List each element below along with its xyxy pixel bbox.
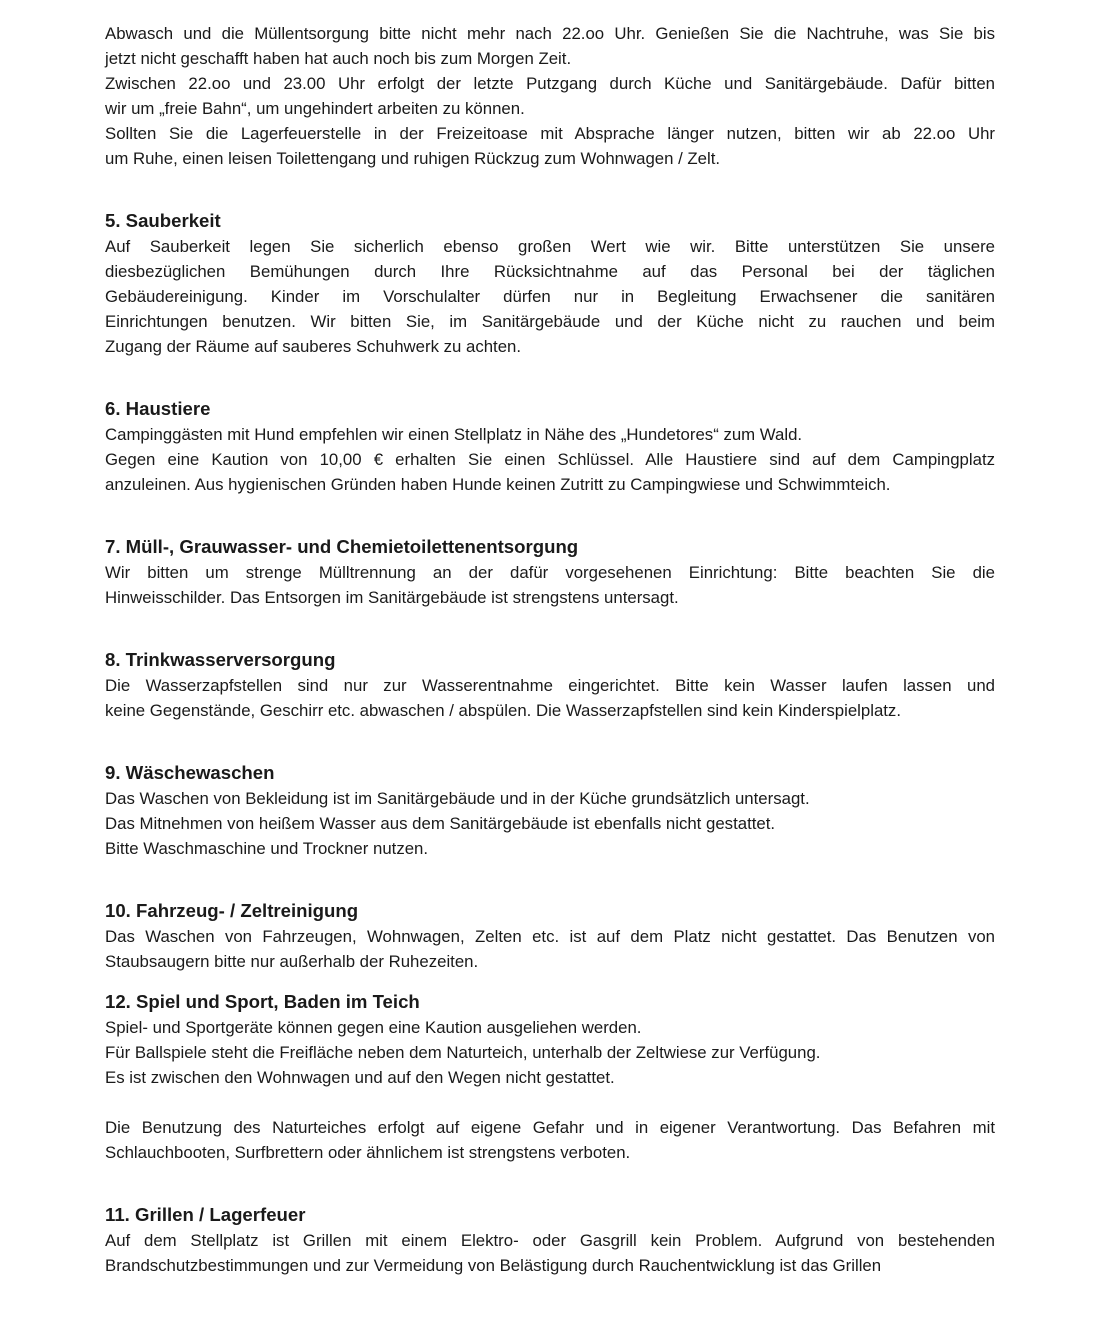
text-line: um Ruhe, einen leisen Toilettengang und ruhigen Rückzug zum Wohnwagen / Zelt. <box>105 149 721 168</box>
text-line: Wir bitten um strenge Mülltrennung an der dafür vorgesehenen Einrichtung: Bitte beachten Sie die <box>105 563 995 582</box>
section-heading: 12. Spiel und Sport, Baden im Teich <box>105 991 420 1012</box>
text-line: wir um „freie Bahn“, um ungehindert arbeiten zu können. <box>105 99 525 118</box>
text-line: diesbezüglichen Bemühungen durch Ihre Rücksichtnahme auf das Personal bei der täglichen <box>105 262 995 281</box>
section-heading: 5. Sauberkeit <box>105 210 221 231</box>
text-line: Das Waschen von Bekleidung ist im Sanitärgebäude und in der Küche grundsätzlich untersagt. <box>105 789 810 808</box>
text-line: Brandschutzbestimmungen und zur Vermeidung von Belästigung durch Rauchentwicklung ist das Grillen <box>105 1256 882 1275</box>
text-line: jetzt nicht geschafft haben hat auch noch bis zum Morgen Zeit. <box>105 49 572 68</box>
section-heading: 9. Wäschewaschen <box>105 762 275 783</box>
text-line: Schlauchbooten, Surfbrettern oder ähnlichem ist strengstens verboten. <box>105 1143 631 1162</box>
text-line: Gebäudereinigung. Kinder im Vorschulalter dürfen nur in Begleitung Erwachsener die sanitären <box>105 287 995 306</box>
text-line: Bitte Waschmaschine und Trockner nutzen. <box>105 839 429 858</box>
text-line: Auf dem Stellplatz ist Grillen mit einem Elektro- oder Gasgrill kein Problem. Aufgrund von bestehenden <box>105 1231 995 1250</box>
section-muell <box>105 534 995 610</box>
text-line: Spiel- und Sportgeräte können gegen eine Kaution ausgeliehen werden. <box>105 1018 642 1037</box>
text-line: keine Gegenstände, Geschirr etc. abwaschen / abspülen. Die Wasserzapfstellen sind kein Kinderspielplatz. <box>105 701 901 720</box>
text-line: Einrichtungen benutzen. Wir bitten Sie, im Sanitärgebäude und der Küche nicht zu rauchen und beim <box>105 312 995 331</box>
section-heading: 8. Trinkwasserversorgung <box>105 649 336 670</box>
document-page <box>105 21 995 1278</box>
text-line: Zugang der Räume auf sauberes Schuhwerk zu achten. <box>105 337 522 356</box>
text-line: Staubsaugern bitte nur außerhalb der Ruhezeiten. <box>105 952 479 971</box>
section-heading: 7. Müll-, Grauwasser- und Chemietoilettenentsorgung <box>105 536 579 557</box>
text-line: Auf Sauberkeit legen Sie sicherlich ebenso großen Wert wie wir. Bitte unterstützen Sie unsere <box>105 237 995 256</box>
section-waeschewaschen <box>105 760 995 861</box>
text-line: Es ist zwischen den Wohnwagen und auf den Wegen nicht gestattet. <box>105 1068 615 1087</box>
section-spiel-sport <box>105 989 995 1165</box>
section-heading: 11. Grillen / Lagerfeuer <box>105 1204 306 1225</box>
text-line: Hinweisschilder. Das Entsorgen im Sanitärgebäude ist strengstens untersagt. <box>105 588 679 607</box>
text-line: Gegen eine Kaution von 10,00 € erhalten Sie einen Schlüssel. Alle Haustiere sind auf dem Campingplatz <box>105 450 995 469</box>
section-heading: 10. Fahrzeug- / Zeltreinigung <box>105 900 359 921</box>
text-line: Das Mitnehmen von heißem Wasser aus dem Sanitärgebäude ist ebenfalls nicht gestattet. <box>105 814 776 833</box>
text-line: Zwischen 22.oo und 23.00 Uhr erfolgt der letzte Putzgang durch Küche und Sanitärgebäude. Dafür bitten <box>105 74 995 93</box>
section-haustiere <box>105 396 995 497</box>
text-line: Abwasch und die Müllentsorgung bitte nicht mehr nach 22.oo Uhr. Genießen Sie die Nachtruhe, was Sie bis <box>105 24 995 43</box>
text-line: anzuleinen. Aus hygienischen Gründen haben Hunde keinen Zutritt zu Campingwiese und Schwimmteich. <box>105 475 891 494</box>
text-line: Die Benutzung des Naturteiches erfolgt auf eigene Gefahr und in eigener Verantwortung. Das Befahren mit <box>105 1118 995 1137</box>
text-line: Sollten Sie die Lagerfeuerstelle in der Freizeitoase mit Absprache länger nutzen, bitten wir ab 22.oo Uhr <box>105 124 995 143</box>
section-grillen <box>105 1202 995 1278</box>
text-line: Campinggästen mit Hund empfehlen wir einen Stellplatz in Nähe des „Hundetores“ zum Wald. <box>105 425 803 444</box>
section-sauberkeit <box>105 208 995 359</box>
section-fahrzeugreinigung <box>105 898 995 974</box>
text-line: Für Ballspiele steht die Freifläche neben dem Naturteich, unterhalb der Zeltwiese zur Verfügung. <box>105 1043 821 1062</box>
intro-paragraph <box>105 21 995 171</box>
section-trinkwasser <box>105 647 995 723</box>
text-line: Die Wasserzapfstellen sind nur zur Wasserentnahme eingerichtet. Bitte kein Wasser laufen lassen und <box>105 676 995 695</box>
section-heading: 6. Haustiere <box>105 398 211 419</box>
text-line: Das Waschen von Fahrzeugen, Wohnwagen, Zelten etc. ist auf dem Platz nicht gestattet. Das Benutzen von <box>105 927 995 946</box>
